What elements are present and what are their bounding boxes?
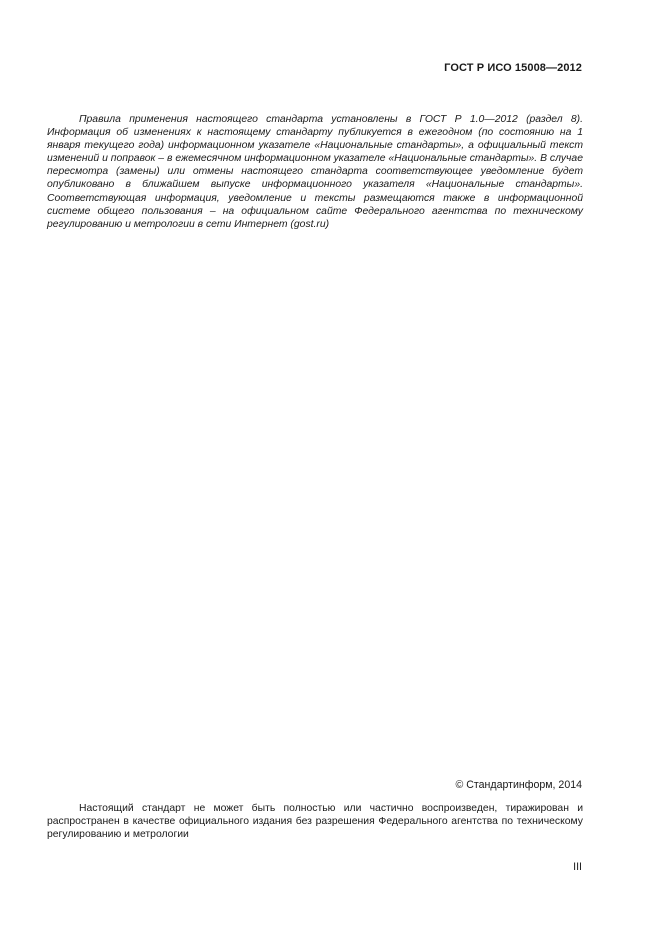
publication-notice: Правила применения настоящего стандарта установлены в ГОСТ Р 1.0—2012 (раздел 8). Информация об изменениях к настоящему стандарту публикуется в ежегодном (по состоянию на 1 января текущего года) информационном указателе «Национальные стандарты», а официальный текст изменений и поправок – в ежемесячном информационном указателе «Национальные стандарты». В случае пересмотра (замены) или отмены настоящего стандарта соответствующее уведомление будет опубликовано в ближайшем выпуске информационного указателя «Национальные стандарты». Соответствующая информация, уведомление и тексты размещаются также в информационной системе общего пользования – на официальном сайте Федерального агентства по техническому регулированию и метрологии в сети Интернет (gost.ru) [47, 114, 583, 230]
reproduction-notice: Настоящий стандарт не может быть полностью или частично воспроизведен, тиражирован и распространен в качестве официального издания без разрешения Федерального агентства по техническому регулированию и метрологии [47, 803, 583, 841]
copyright-line: © Стандартинформ, 2014 [455, 779, 582, 791]
page-number: III [573, 861, 582, 873]
standard-code: ГОСТ Р ИСО 15008—2012 [444, 62, 582, 74]
